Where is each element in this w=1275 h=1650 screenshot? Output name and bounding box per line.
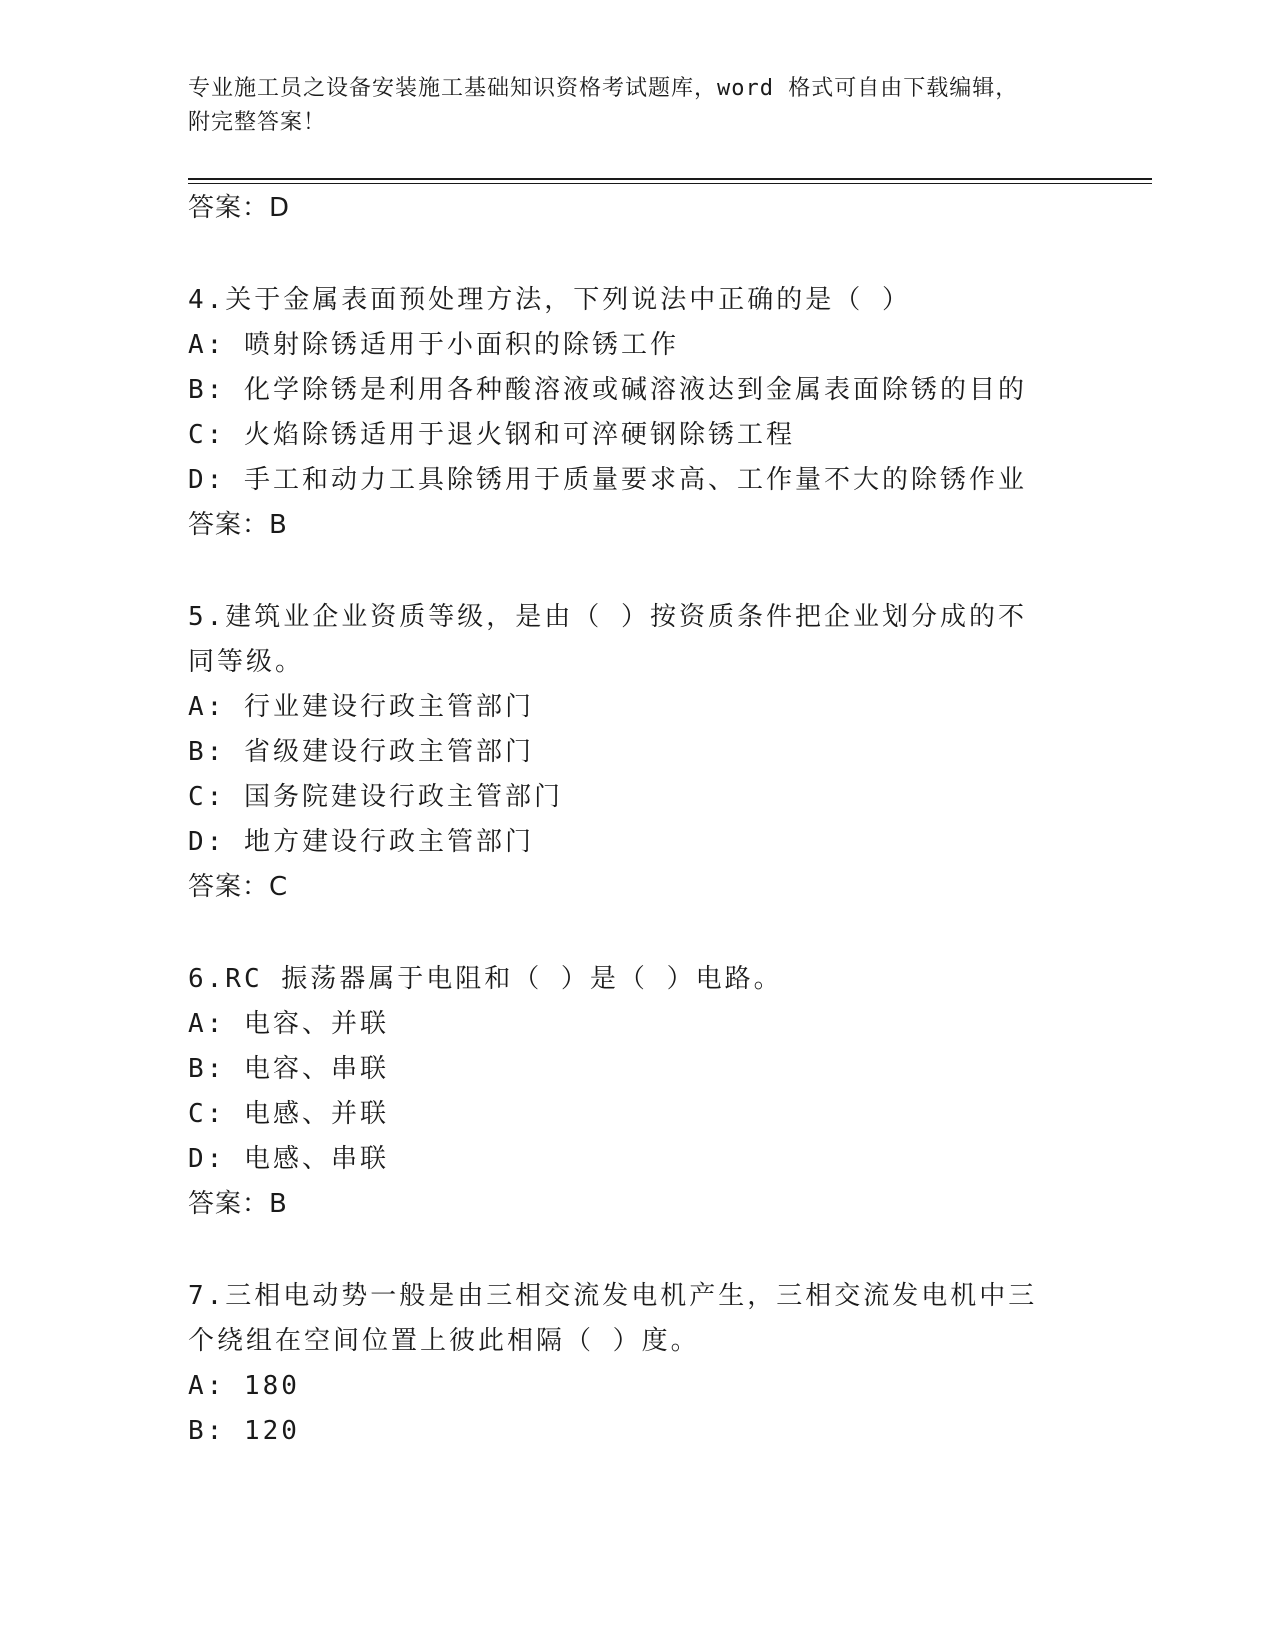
answer-label: 答案：B [188, 1189, 288, 1219]
question-text: 7.三相电动势一般是由三相交流发电机产生，三相交流发电机中三个绕组在空间位置上彼此相隔（ ）度。 [188, 1281, 1038, 1356]
answer-label: 答案：B [188, 510, 288, 540]
header-line-1: 专业施工员之设备安装施工基础知识资格考试题库，word 格式可自由下载编辑， [188, 76, 1019, 101]
answer-label: 答案：C [188, 872, 289, 902]
option-c: C: 电感、并联 [188, 1099, 389, 1129]
option-d: D: 手工和动力工具除锈用于质量要求高、工作量不大的除锈作业 [188, 465, 1027, 495]
question-text: 4.关于金属表面预处理方法，下列说法中正确的是（ ） [188, 285, 911, 315]
option-a: A: 喷射除锈适用于小面积的除锈工作 [188, 330, 679, 360]
answer-label: 答案：D [188, 193, 291, 223]
option-a: A: 电容、并联 [188, 1009, 389, 1039]
question-6 [188, 957, 1088, 1182]
question-list [188, 186, 1088, 1454]
question-7 [188, 1274, 1088, 1454]
option-b: B: 电容、串联 [188, 1054, 389, 1084]
option-b: B: 120 [188, 1416, 300, 1446]
question-5 [188, 595, 1088, 865]
option-b: B: 化学除锈是利用各种酸溶液或碱溶液达到金属表面除锈的目的 [188, 375, 1027, 405]
option-d: D: 电感、串联 [188, 1144, 389, 1174]
option-b: B: 省级建设行政主管部门 [188, 737, 534, 767]
option-d: D: 地方建设行政主管部门 [188, 827, 534, 857]
header-line-2: 附完整答案！ [188, 110, 327, 135]
option-a: A: 180 [188, 1371, 300, 1401]
document-header [188, 72, 1088, 140]
question-text: 5.建筑业企业资质等级，是由（ ）按资质条件把企业划分成的不同等级。 [188, 602, 1027, 677]
option-c: C: 国务院建设行政主管部门 [188, 782, 563, 812]
option-a: A: 行业建设行政主管部门 [188, 692, 534, 722]
header-rule-thick [188, 178, 1152, 180]
option-c: C: 火焰除锈适用于退火钢和可淬硬钢除锈工程 [188, 420, 795, 450]
header-rule-thin [188, 183, 1152, 184]
question-4 [188, 278, 1088, 503]
question-text: 6.RC 振荡器属于电阻和（ ）是（ ）电路。 [188, 964, 783, 994]
